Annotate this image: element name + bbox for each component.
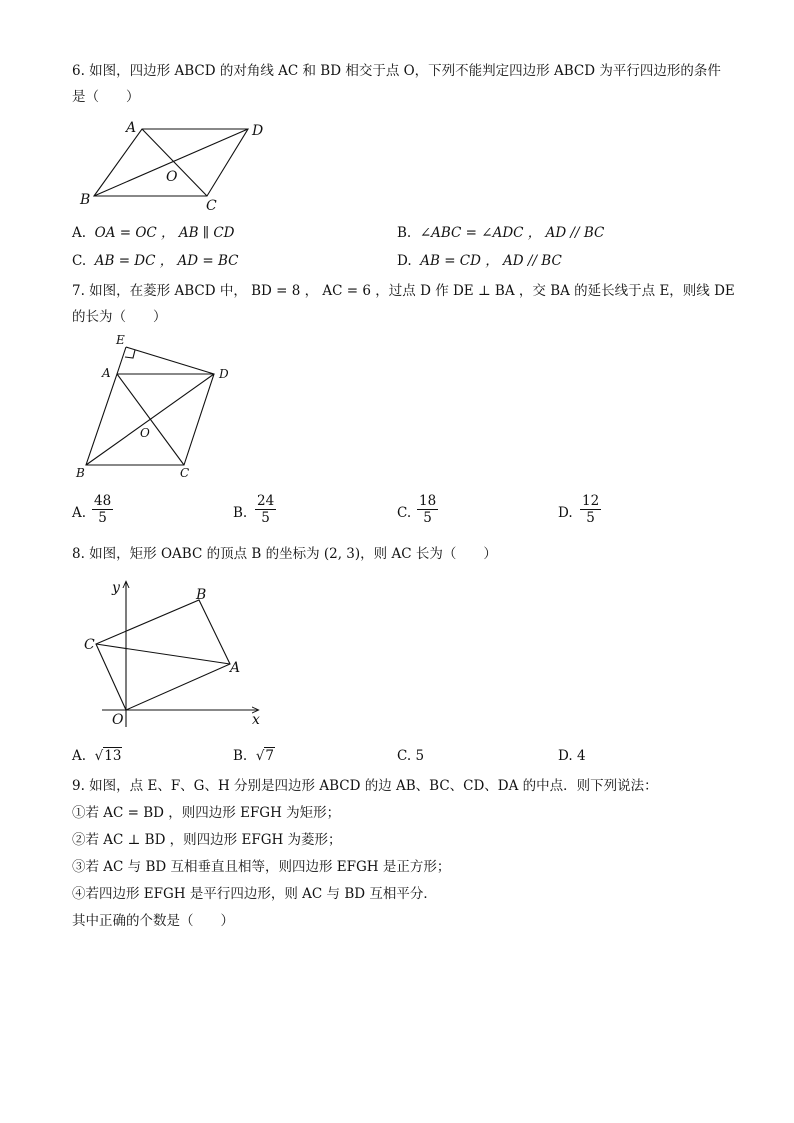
q7-option-d-letter[interactable]: D. bbox=[558, 505, 573, 521]
q6-option-a[interactable]: A. OA = OC ， AB ∥ CD bbox=[72, 225, 235, 241]
q9-statement-3: ③若 AC 与 BD 互相垂直且相等，则四边形 EFGH 是正方形； bbox=[72, 859, 451, 875]
q7-option-a-letter[interactable]: A. bbox=[72, 505, 87, 521]
q7-option-c-letter[interactable]: C. bbox=[397, 505, 412, 521]
q9-statement-2: ②若 AC ⊥ BD ，则四边形 EFGH 为菱形； bbox=[72, 832, 342, 848]
q7-label-c: C bbox=[180, 466, 190, 480]
q7-label-d: D bbox=[219, 367, 229, 381]
q8-option-d[interactable]: D. 4 bbox=[558, 748, 586, 764]
q8-label-b: B bbox=[196, 587, 207, 603]
q8-label-x: x bbox=[252, 712, 260, 728]
q6-option-d[interactable]: D. AB = CD ， AD // BC bbox=[397, 253, 562, 269]
q9-statement-4: ④若四边形 EFGH 是平行四边形，则 AC 与 BD 互相平分． bbox=[72, 886, 437, 902]
q7-label-o: O bbox=[140, 426, 150, 440]
q6-stem-line2: 是（ ） bbox=[72, 89, 140, 105]
q6-parallelogram-figure bbox=[72, 118, 282, 213]
q8-option-b[interactable]: B. √7 bbox=[233, 748, 275, 764]
q7-label-e: E bbox=[116, 333, 125, 347]
q7-option-b-letter[interactable]: B. bbox=[233, 505, 248, 521]
q6-stem-line1: 6. 如图，四边形 ABCD 的对角线 AC 和 BD 相交于点 O，下列不能判定四边形 ABCD 为平行四边形的条件 bbox=[72, 63, 721, 79]
q8-label-o: O bbox=[112, 712, 124, 728]
q8-label-y: y bbox=[112, 580, 120, 596]
q8-option-c[interactable]: C. 5 bbox=[397, 748, 425, 764]
q8-option-a[interactable]: A. √13 bbox=[72, 748, 122, 764]
q9-statement-1: ①若 AC = BD ，则四边形 EFGH 为矩形； bbox=[72, 805, 341, 821]
q7-option-c-fraction: $\frac{18}{5}$ bbox=[419, 493, 437, 526]
q6-label-b: B bbox=[80, 192, 91, 208]
q6-option-c[interactable]: C. AB = DC ， AD = BC bbox=[72, 253, 239, 269]
q8-label-a: A bbox=[230, 660, 241, 676]
q6-option-b[interactable]: B. ∠ABC = ∠ADC ， AD // BC bbox=[397, 225, 605, 241]
q7-stem-line2: 的长为（ ） bbox=[72, 309, 167, 325]
q9-stem-line1: 9. 如图，点 E、F、G、H 分别是四边形 ABCD 的边 AB、BC、CD、DA 的中点．则下列说法： bbox=[72, 778, 658, 794]
q7-option-d-fraction: $\frac{12}{5}$ bbox=[582, 493, 600, 526]
q6-label-d: D bbox=[252, 123, 264, 139]
q7-rhombus-figure bbox=[72, 332, 242, 482]
q8-stem-line1: 8. 如图，矩形 OABC 的顶点 B 的坐标为 (2, 3)，则 AC 长为（ ） bbox=[72, 546, 497, 562]
q8-label-c: C bbox=[84, 637, 95, 653]
q6-label-a: A bbox=[126, 120, 137, 136]
q9-closing: 其中正确的个数是（ ） bbox=[72, 913, 234, 929]
q7-option-a-fraction: $\frac{48}{5}$ bbox=[94, 493, 112, 526]
q8-rectangle-figure bbox=[72, 572, 272, 732]
q7-label-a: A bbox=[102, 366, 111, 380]
q7-option-b-fraction: $\frac{24}{5}$ bbox=[257, 493, 275, 526]
q7-stem-line1: 7. 如图，在菱形 ABCD 中， BD = 8 ， AC = 6 ，过点 D 作 DE ⊥ BA ，交 BA 的延长线于点 E，则线 DE bbox=[72, 283, 735, 299]
q6-label-o: O bbox=[166, 169, 178, 185]
q6-label-c: C bbox=[206, 198, 217, 213]
q7-label-b: B bbox=[76, 466, 85, 480]
